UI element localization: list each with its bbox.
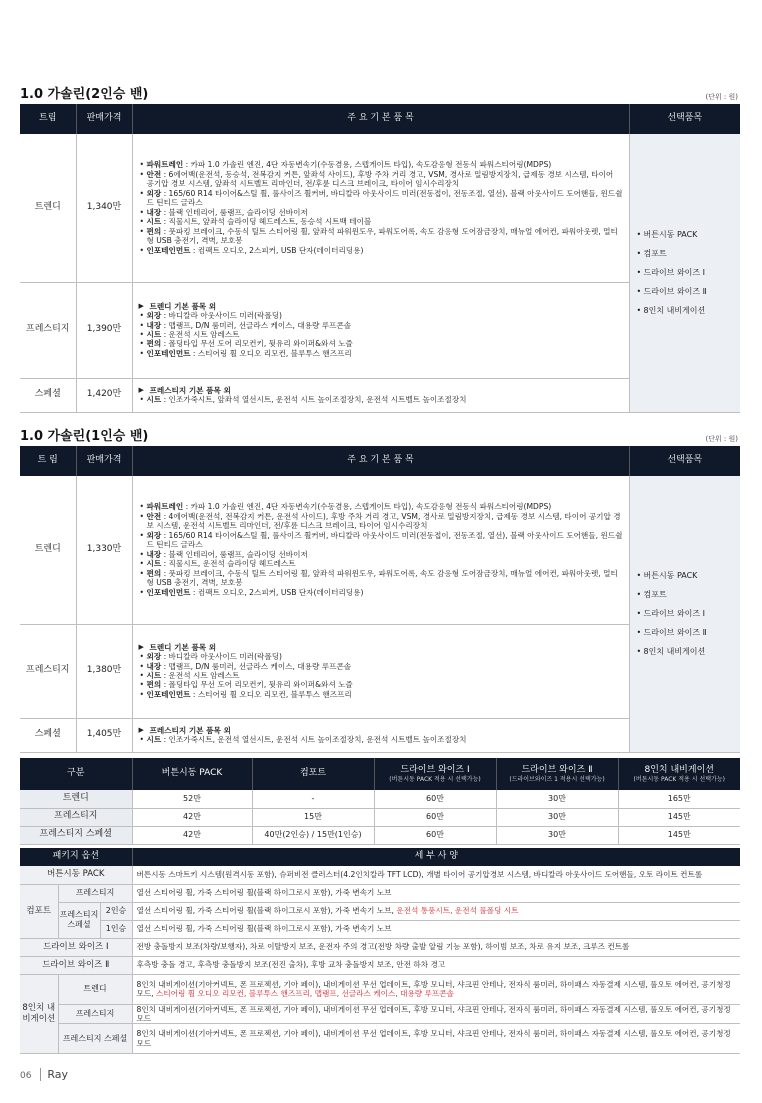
- item-line: • 시트 : 직물시트, 앞좌석 슬라이딩 헤드레스트, 동승석 시트백 테이블: [139, 217, 623, 226]
- trim-name: 스페셜: [20, 718, 76, 752]
- option-price-table: [20, 758, 740, 845]
- item-line: • 시트 : 직물시트, 운전석 슬라이딩 헤드레스트: [139, 559, 623, 568]
- col-category: 구분: [20, 758, 132, 790]
- options-list: [629, 134, 740, 412]
- trim-items: [132, 718, 629, 752]
- item-line: • 시트 : 운전석 시트 암레스트: [139, 330, 623, 339]
- section2-trim-table: [20, 446, 740, 753]
- section2-title: 1.0 가솔린(1인승 밴): [20, 429, 149, 444]
- header-options: 선택품목: [629, 446, 740, 476]
- item-line: • 시트 : 인조가죽시트, 앞좌석 열선시트, 운전석 시트 높이조절장치, 운전석 시트벨트 높이조절장치: [139, 395, 623, 404]
- options-list: [629, 476, 740, 752]
- base-items-label: ▶ 프레스티지 기본 품목 외: [139, 726, 623, 735]
- header-items: 주 요 기 본 품 목: [132, 104, 629, 134]
- trim-name: 프레스티지: [20, 624, 76, 718]
- trim-price: 1,380만: [76, 624, 132, 718]
- item-line: • 인포테인먼트 : 컴팩트 오디오, 2스피커, USB 단자(데이터리딩용): [139, 246, 623, 255]
- item-line: • 외장 : 바디칼라 아웃사이드 미러(락폴딩): [139, 652, 623, 661]
- package-button-pack: 버튼시동 PACK 버튼시동 스마트키 시스템(원격시동 포함), 슈퍼비전 클러스터(4.2인치칼라 TFT LCD), 개별 타이어 공기압경보 시스템, 바디칼라 아웃사이드 도어핸들, 오토 라이트 컨트롤: [20, 866, 740, 884]
- header-trim: 트 림: [20, 446, 76, 476]
- trim-price: 1,420만: [76, 378, 132, 412]
- section1-trim-table: [20, 104, 740, 413]
- trim-row-trendy: [20, 134, 740, 282]
- trim-name: 스페셜: [20, 378, 76, 412]
- page-footer: [20, 1068, 68, 1081]
- item-line: • 안전 : 6에어백(운전석, 동승석, 전복감지 커튼, 앞좌석 사이드), 후방 주차 거리 경고, VSM, 경사로 밀림방지장치, 급제동 경보 시스템, 타이어 공기압 경보 시스템, 앞좌석 시트벨트 리마인더, 전/후륜 디스크 브레이크, 타이어 임시수리장치: [139, 170, 623, 189]
- base-items-label: ▶ 프레스티지 기본 품목 외: [139, 386, 623, 395]
- option-item: • 드라이브 와이즈 Ⅰ: [636, 609, 735, 619]
- brand-name: Ray: [40, 1068, 68, 1081]
- package-nav-trendy: 8인치 내비게이션 트렌디 8인치 내비게이션(기아커넥트, 폰 프로젝션, 기아 페이), 내비게이션 무선 업데이트, 후방 모니터, 샤크핀 안테나, 전자식 룸미러, 하이패스 자동결제 시스템, 풀오토 에어컨, 공기청정 모드, 스티어링 휠 오디오 리모컨, 블루투스 핸즈프리, 맵램프, 선글라스 케이스, 대용량 루프콘솔: [20, 974, 740, 1004]
- header-price: 판매가격: [76, 104, 132, 134]
- header-options: 선택품목: [629, 104, 740, 134]
- col-drive-wise-2: 드라이브 와이즈 Ⅱ (드라이브와이즈 1 적용시 선택가능): [496, 758, 618, 790]
- package-navigation: 8인치 내비게이션: [20, 974, 58, 1054]
- trim-items: [132, 134, 629, 282]
- trim-name: 프레스티지: [20, 282, 76, 378]
- package-desc-header: 세 부 사 양: [132, 848, 740, 866]
- package-drive-wise-2: 드라이브 와이즈 Ⅱ 후측방 충돌 경고, 후측방 충돌방지 보조(전진 출차), 후방 교차 충돌방지 보조, 안전 하차 경고: [20, 956, 740, 974]
- item-line: • 내장 : 맵램프, D/N 룸미러, 선글라스 케이스, 대용량 루프콘솔: [139, 321, 623, 330]
- package-nav-prestige: 프레스티지 8인치 내비게이션(기아커넥트, 폰 프로젝션, 기아 페이), 내비게이션 무선 업데이트, 후방 모니터, 샤크핀 안테나, 전자식 룸미러, 하이패스 자동결제 시스템, 풀오토 에어컨, 공기청정 모드: [20, 1004, 740, 1024]
- col-button-pack: 버튼시동 PACK: [132, 758, 252, 790]
- table-row: 프레스티지 42만 15만 60만 30만 145만: [20, 808, 740, 826]
- option-item: • 드라이브 와이즈 Ⅱ: [636, 287, 735, 297]
- package-nav-special: 프레스티지 스페셜 8인치 내비게이션(기아커넥트, 폰 프로젝션, 기아 페이), 내비게이션 무선 업데이트, 후방 모니터, 샤크핀 안테나, 전자식 룸미러, 하이패스 자동결제 시스템, 풀오토 에어컨, 공기청정 모드: [20, 1024, 740, 1054]
- option-item: • 8인치 내비게이션: [636, 306, 735, 316]
- item-line: • 시트 : 인조가죽시트, 운전석 열선시트, 운전석 시트 높이조절장치, 운전석 시트벨트 높이조절장치: [139, 735, 623, 744]
- item-line: • 파워트레인 : 카파 1.0 가솔린 엔진, 4단 자동변속기(수동겸용, 스텝게이트 타입), 속도감응형 전동식 파워스티어링(MDPS): [139, 502, 623, 511]
- package-drive-wise-1: 드라이브 와이즈 Ⅰ 전방 충돌방지 보조(차량/보행자), 차로 이탈방지 보조, 운전자 주의 경고(전방 차량 출발 알림 기능 포함), 하이빔 보조, 차로 유지 보조, 크루즈 컨트롤: [20, 938, 740, 956]
- package-name-header: 패키지 옵션: [20, 848, 132, 866]
- table-row: 트렌디 52만 - 60만 30만 165만: [20, 790, 740, 808]
- table-row: 프레스티지 스페셜 42만 40만(2인승) / 15만(1인승) 60만 30만 145만: [20, 826, 740, 844]
- trim-name: 트렌디: [20, 476, 76, 624]
- option-item: • 드라이브 와이즈 Ⅰ: [636, 268, 735, 278]
- item-line: • 편의 : 폴딩타입 무선 도어 리모컨키, 뒷유리 와이퍼&와셔 노즐: [139, 339, 623, 348]
- option-item: • 8인치 내비게이션: [636, 647, 735, 657]
- option-item: • 버튼시동 PACK: [636, 571, 735, 581]
- item-line: • 외장 : 165/60 R14 타이어&스틸 휠, 풀사이즈 휠커버, 바디칼라 아웃사이드 미러(전동접이, 전동조절, 열선), 블랙 아웃사이드 도어핸들, 윈드쉴드 틴티드 글라스: [139, 531, 623, 550]
- trim-items: [132, 476, 629, 624]
- item-line: • 내장 : 블랙 인테리어, 룸램프, 슬라이딩 선바이저: [139, 550, 623, 559]
- header-trim: 트림: [20, 104, 76, 134]
- header-items: 주 요 기 본 품 목: [132, 446, 629, 476]
- package-comfort-special-1: 1인승 열선 스티어링 휠, 가죽 스티어링 휠(블랙 하이그로시 포함), 가죽 변속기 노브: [20, 920, 740, 938]
- section2-unit: (단위 : 원): [705, 435, 738, 443]
- item-line: • 인포테인먼트 : 컴팩트 오디오, 2스피커, USB 단자(데이터리딩용): [139, 588, 623, 597]
- package-comfort-prestige: 컴포트 프레스티지 열선 스티어링 휠, 가죽 스티어링 휠(블랙 하이그로시 포함), 가죽 변속기 노브: [20, 884, 740, 902]
- item-line: • 외장 : 바디칼라 아웃사이드 미러(락폴딩): [139, 311, 623, 320]
- trim-name: 트렌디: [20, 134, 76, 282]
- option-item: • 드라이브 와이즈 Ⅱ: [636, 628, 735, 638]
- package-table: [20, 848, 740, 1054]
- trim-price: 1,405만: [76, 718, 132, 752]
- trim-row-trendy: [20, 476, 740, 624]
- col-drive-wise-1: 드라이브 와이즈 Ⅰ (버튼시동 PACK 적용 시 선택가능): [374, 758, 496, 790]
- header-price: 판매가격: [76, 446, 132, 476]
- trim-items: [132, 282, 629, 378]
- item-line: • 외장 : 165/60 R14 타이어&스틸 휠, 풀사이즈 휠커버, 바디칼라 아웃사이드 미러(전동접이, 전동조절, 열선), 블랙 아웃사이드 도어핸들, 윈드쉴드 틴티드 글라스: [139, 189, 623, 208]
- col-comfort: 컴포트: [252, 758, 374, 790]
- option-item: • 컴포트: [636, 590, 735, 600]
- item-line: • 안전 : 4에어백(운전석, 전복감지 커튼, 운전석 사이드), 후방 주차 거리 경고, VSM, 경사로 밀림방지장치, 급제동 경보 시스템, 타이어 공기압 경보 시스템, 운전석 시트벨트 리마인더, 전/후륜 디스크 브레이크, 타이어 임시수리장치: [139, 512, 623, 531]
- trim-price: 1,390만: [76, 282, 132, 378]
- option-item: • 컴포트: [636, 249, 735, 259]
- option-item: • 버튼시동 PACK: [636, 230, 735, 240]
- item-line: • 내장 : 블랙 인테리어, 룸램프, 슬라이딩 선바이저: [139, 208, 623, 217]
- item-line: • 편의 : 풋파킹 브레이크, 수동식 틸트 스티어링 휠, 앞좌석 파워윈도우, 파워도어록, 속도 감응형 도어잠금장치, 매뉴얼 에어컨, 파워아웃렛, 멀티형 USB 충전기, 격벽, 보호봉: [139, 227, 623, 246]
- package-comfort: 컴포트: [20, 884, 58, 938]
- item-line: • 편의 : 풋파킹 브레이크, 수동식 틸트 스티어링 휠, 앞좌석 파워윈도우, 파워도어록, 속도 감응형 도어잠금장치, 매뉴얼 에어컨, 파워아웃렛, 멀티형 USB 충전기, 격벽, 보호봉: [139, 569, 623, 588]
- section1-header: [20, 84, 740, 102]
- trim-price: 1,340만: [76, 134, 132, 282]
- item-line: • 내장 : 맵램프, D/N 룸미러, 선글라스 케이스, 대용량 루프콘솔: [139, 662, 623, 671]
- item-line: • 시트 : 운전석 시트 암레스트: [139, 671, 623, 680]
- base-items-label: ▶ 트렌디 기본 품목 외: [139, 643, 623, 652]
- base-items-label: ▶ 트렌디 기본 품목 외: [139, 302, 623, 311]
- section1-title: 1.0 가솔린(2인승 밴): [20, 87, 149, 102]
- trim-price: 1,330만: [76, 476, 132, 624]
- page-number: 06: [20, 1071, 32, 1081]
- col-navigation: 8인치 내비게이션 (버튼시동 PACK 적용 시 선택가능): [618, 758, 740, 790]
- package-comfort-special-2: 프레스티지 스페셜 2인승 열선 스티어링 휠, 가죽 스티어링 휠(블랙 하이그로시 포함), 가죽 변속기 노브, 운전석 통풍시트, 운전석 풀폴딩 시트: [20, 902, 740, 920]
- section1-unit: (단위 : 원): [705, 93, 738, 101]
- trim-items: [132, 624, 629, 718]
- item-line: • 편의 : 폴딩타입 무선 도어 리모컨키, 뒷유리 와이퍼&와셔 노즐: [139, 680, 623, 689]
- section2-header: [20, 426, 740, 444]
- item-line: • 파워트레인 : 카파 1.0 가솔린 엔진, 4단 자동변속기(수동겸용, 스텝게이트 타입), 속도감응형 전동식 파워스티어링(MDPS): [139, 160, 623, 169]
- trim-items: [132, 378, 629, 412]
- item-line: • 인포테인먼트 : 스티어링 휠 오디오 리모컨, 블루투스 핸즈프리: [139, 690, 623, 699]
- item-line: • 인포테인먼트 : 스티어링 휠 오디오 리모컨, 블루투스 핸즈프리: [139, 349, 623, 358]
